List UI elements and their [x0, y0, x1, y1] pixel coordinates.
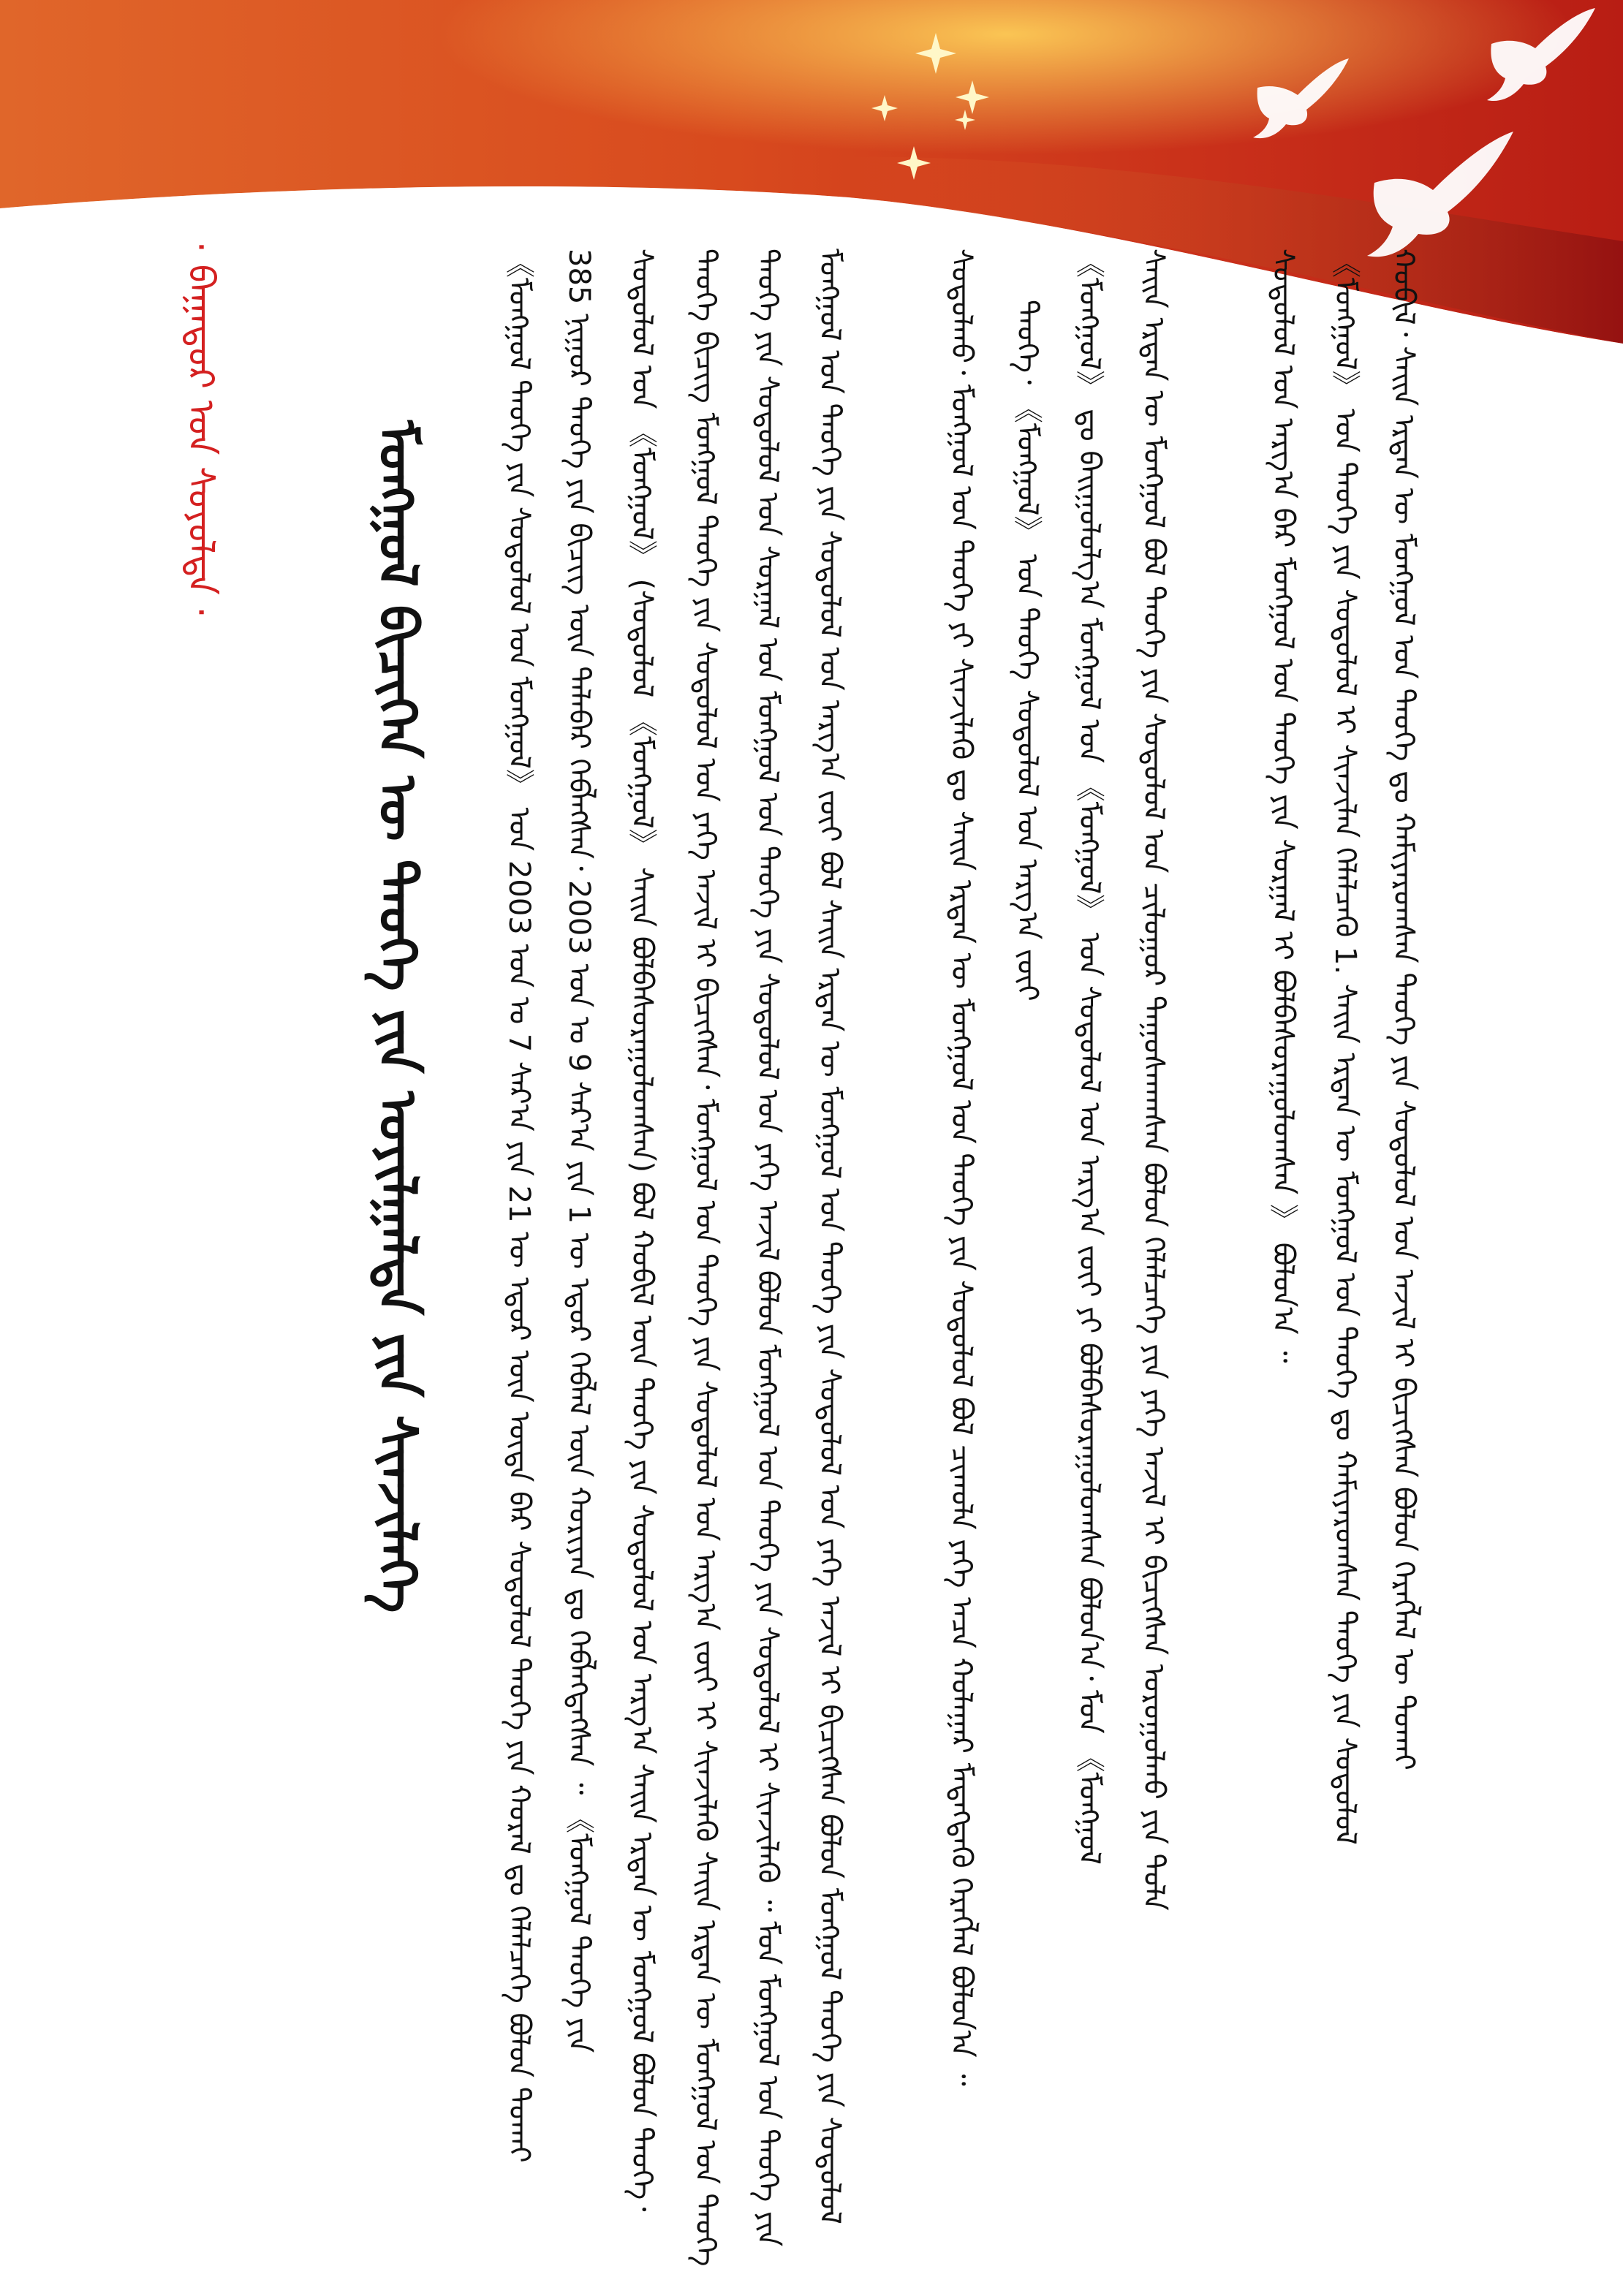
- body-line-4: ᠰᠠᠢᠨ ᠡᠷᠲᠡᠨ ᠦ ᠮᠣᠩᠭᠣᠯ ᠪᠣᠯ ᠲᠡᠦᠬᠡ ᠶᠢᠨ ᠰᠤᠳᠤᠯᠤᠯ ᠤᠨ ᠴᠢᠯᠤᠭᠤᠷ ᠳᠠᠭᠤᠰᠬᠠᠭᠰᠠᠨ ᠪᠣᠯᠤᠨ ᠬᠡᠯᠡᠯᠴᠡᠭᠡ ᠶᠢᠨ ᠶᠡᠬᠡ ᠠᠵᠢᠯ ᠢ ᠪᠢᠴᠢᠭᠰᠡᠨ ᠤᠷᠤᠭᠤᠯᠬᠤ ᠶᠢᠨ ᠲᠤᠯᠠ: [1137, 249, 1170, 1911]
- body-line-13: 《ᠮᠣᠩᠭᠣᠯ ᠲᠡᠦᠬᠡ ᠶᠢᠨ ᠰᠤᠳᠤᠯᠤᠯ ᠤᠨ ᠮᠣᠩᠭᠣᠯ》 ᠤᠨ 2003 ᠣᠨ ᠤ 7 ᠰᠠᠷ᠎ᠠ ᠶᠢᠨ 21 ᠦ ᠡᠳᠦᠷ ᠦᠨ ᠦᠳᠡ ᠪᠡᠷ ᠰᠤᠳᠤᠯᠤᠯ ᠲᠡᠦᠬᠡ ᠶᠢᠨ ᠬᠤᠷᠠᠯ ᠳᠤ ᠬᠡᠯᠡᠯᠴᠡᠭᠡ ᠪᠣᠯᠤᠨ ᠲᠤᠬᠠᠢ: [502, 249, 536, 2163]
- body-line-8: ᠮᠣᠩᠭᠣᠯ ᠤᠨ ᠲᠡᠦᠬᠡ ᠶᠢᠨ ᠰᠤᠳᠤᠯᠤᠯ ᠤᠨ ᠠᠷᠭ᠎ᠠ ᠵᠦᠢ ᠪᠣᠯ ᠰᠠᠢᠨ ᠡᠷᠲᠡᠨ ᠦ ᠮᠣᠩᠭᠣᠯ ᠤᠨ ᠲᠡᠦᠬᠡ ᠶᠢᠨ ᠰᠤᠳᠤᠯᠤᠯ ᠤᠨ ᠶᠡᠬᠡ ᠠᠵᠢᠯ ᠢ ᠪᠢᠴᠢᠭᠰᠡᠨ ᠪᠣᠯᠤᠨ ᠮᠣᠩᠭᠣᠯ ᠲᠡᠦᠬᠡ ᠶᠢᠨ ᠰᠤᠳᠤᠯᠤᠯ: [813, 249, 847, 2224]
- body-line-5: 《ᠮᠣᠩᠭᠣᠯ》 ᠳᠤ ᠪᠠᠢᠭᠤᠯᠤᠯᠭ᠎ᠠ ᠮᠣᠩᠭᠣᠯ ᠤᠨ 《ᠮᠣᠩᠭᠣᠯ》 ᠤᠨ ᠰᠤᠳᠤᠯᠤᠯ ᠤᠨ ᠠᠷᠭ᠎ᠠ ᠵᠦᠢ ᠶᠢ ᠪᠣᠯᠪᠠᠰᠤᠷᠠᠭᠤᠯᠤᠭᠰᠠᠨ ᠪᠣᠯᠤᠨ᠎ᠠ᠂ ᠮᠣᠨ 《ᠮᠣᠩᠭᠣᠯ: [1072, 249, 1106, 1865]
- body-line-2: 《ᠮᠣᠩᠭᠣᠯ》 ᠤᠨ ᠲᠡᠦᠬᠡ ᠶᠢᠨ ᠰᠤᠳᠤᠯᠤᠯ ᠢ ᠰᠢᠨᠵᠢᠯᠡᠨ ᠬᠡᠯᠡᠯᠴᠡᠬᠦ 1. ᠰᠠᠢᠨ ᠡᠷᠲᠡᠨ ᠦ ᠮᠣᠩᠭᠣᠯ ᠤᠨ ᠲᠡᠦᠬᠡ ᠳᠤ ᠬᠠᠮᠢᠶᠠᠷᠤᠭᠰᠠᠨ ᠲᠡᠦᠬᠡ ᠶᠢᠨ ᠰᠤᠳᠤᠯᠤᠯ: [1328, 249, 1362, 1845]
- body-line-3: ᠰᠤᠳᠤᠯᠤᠯ ᠤᠨ ᠠᠷᠭ᠎ᠠ ᠪᠠᠷ ᠮᠣᠩᠭᠣᠯ ᠤᠨ ᠲᠡᠦᠬᠡ ᠶᠢᠨ ᠰᠤᠷᠭᠠᠯ ᠢ ᠪᠣᠯᠪᠠᠰᠤᠷᠠᠭᠤᠯᠤᠭᠰᠠᠨ 》 ᠪᠣᠯᠤᠨ᠎ᠠ ᠃: [1266, 249, 1300, 1363]
- page-title: ᠮᠣᠩᠭᠣᠯ ᠪᠢᠴᠢᠭᠡᠨ ᠦ ᠲᠡᠦᠬᠡ ᠶᠢᠨ ᠣᠶᠢᠯᠭᠠᠯᠲᠠ ᠶᠢᠨ ᠰᠢᠨᠵᠢᠯᠡᠭᠡ: [367, 420, 428, 1613]
- body-line-12: 385 ᠨᠢᠭᠤᠷ ᠲᠡᠦᠬᠡ ᠶᠢᠨ ᠪᠢᠴᠢᠭ ᠦᠨ ᠲᠠᠯᠠᠪᠠᠷ ᠬᠡᠪᠯᠡᠭᠰᠡᠨ᠂ 2003 ᠣᠨ ᠤ 9 ᠰᠠᠷ᠎ᠠ ᠶᠢᠨ 1 ᠦ ᠡᠳᠦᠷ ᠬᠡᠪᠯᠡᠯ ᠦᠨ ᠬᠣᠷᠢᠶᠠᠨ ᠳᠤ ᠬᠡᠪᠯᠡᠭᠳᠡᠭᠰᠡᠨ ᠃ 《ᠮᠣᠩᠭᠣᠯ ᠲᠡᠦᠬᠡ ᠶᠢᠨ: [562, 249, 596, 2053]
- header-banner: [0, 0, 1623, 344]
- body-line-10: ᠲᠡᠦᠬᠡ ᠪᠢᠴᠢᠭ ᠮᠣᠩᠭᠣᠯ ᠲᠡᠦᠬᠡ ᠶᠢᠨ ᠰᠤᠳᠤᠯᠤᠯ ᠤᠨ ᠶᠡᠬᠡ ᠠᠵᠢᠯ ᠢ ᠪᠢᠴᠢᠭᠰᠡᠨ᠂ ᠮᠣᠩᠭᠣᠯ ᠤᠨ ᠲᠡᠦᠬᠡ ᠶᠢᠨ ᠰᠤᠳᠤᠯᠤᠯ ᠤᠨ ᠠᠷᠭ᠎ᠠ ᠵᠦᠢ ᠢ ᠰᠢᠨᠵᠢᠯᠡᠬᠦ ᠰᠠᠢᠨ ᠡᠷᠲᠡᠨ ᠦ ᠮᠣᠩᠭᠣᠯ ᠤᠨ ᠲᠡᠦᠬᠡ: [689, 249, 722, 2267]
- body-line-1: ᠬᠤᠪᠢᠯ᠂ ᠰᠠᠢᠨ ᠡᠷᠲᠡᠨ ᠦ ᠮᠣᠩᠭᠣᠯ ᠤᠨ ᠲᠡᠦᠬᠡ ᠳᠤ ᠬᠠᠮᠢᠶᠠᠷᠤᠭᠰᠠᠨ ᠲᠡᠦᠬᠡ ᠶᠢᠨ ᠰᠤᠳᠤᠯᠤᠯ ᠤᠨ ᠠᠵᠢᠯ ᠢ ᠪᠢᠴᠢᠭᠰᠡᠨ ᠪᠣᠯᠤᠨ ᠬᠡᠷᠡᠭᠯᠡᠯ ᠦ ᠲᠤᠬᠠᠢ: [1387, 249, 1420, 1770]
- author-name: · ᠪᠠᠭᠠᠲᠤᠷ ᠤᠨ ᠰᠤᠶᠤᠯᠲᠠ ·: [180, 241, 222, 618]
- body-line-9: ᠲᠡᠦᠬᠡ ᠶᠢᠨ ᠰᠤᠳᠤᠯᠤᠯ ᠤᠨ ᠰᠤᠷᠭᠠᠯ ᠤᠨ ᠮᠣᠩᠭᠣᠯ ᠤᠨ ᠲᠡᠦᠬᠡ ᠶᠢᠨ ᠰᠤᠳᠤᠯᠤᠯ ᠤᠨ ᠶᠡᠬᠡ ᠠᠵᠢᠯ ᠪᠣᠯᠤᠨ ᠮᠣᠩᠭᠣᠯ ᠤᠨ ᠲᠡᠦᠬᠡ ᠶᠢᠨ ᠰᠤᠳᠤᠯᠤᠯ ᠢ ᠰᠢᠨᠵᠢᠯᠡᠬᠦ ᠃ ᠮᠣᠨ ᠮᠣᠩᠭᠣᠯ ᠤᠨ ᠲᠡᠦᠬᠡ ᠶᠢᠨ: [751, 249, 784, 2247]
- body-line-6: ᠲᠡᠦᠬᠡ᠂ 《ᠮᠣᠩᠭᠣᠯ》 ᠤᠨ ᠲᠡᠦᠬᠡ ᠰᠤᠳᠤᠯᠤᠯ ᠤᠨ ᠠᠷᠭ᠎ᠠ ᠵᠦᠢ: [1010, 300, 1044, 1001]
- body-line-11: ᠰᠤᠳᠤᠯᠤᠯ ᠤᠨ 《ᠮᠣᠩᠭᠣᠯ》 (ᠰᠤᠳᠤᠯᠤᠯ 《ᠮᠣᠩᠭᠣᠯ》 ᠰᠠᠢᠨ ᠪᠣᠯᠪᠠᠰᠤᠷᠠᠭᠤᠯᠤᠭᠰᠠᠨ) ᠪᠣᠯ ᠬᠤᠪᠢᠯ ᠦᠨ ᠲᠡᠦᠬᠡ ᠶᠢᠨ ᠰᠤᠳᠤᠯᠤᠯ ᠤᠨ ᠠᠷᠭ᠎ᠠ ᠰᠠᠢᠨ ᠡᠷᠲᠡᠨ ᠦ ᠮᠣᠩᠭᠣᠯ ᠪᠣᠯᠤᠨ ᠲᠡᠦᠬᠡ᠂: [625, 249, 659, 2212]
- body-line-7: ᠰᠤᠳᠤᠯᠬᠤ᠂ ᠮᠣᠩᠭᠣᠯ ᠤᠨ ᠲᠡᠦᠬᠡ ᠶᠢ ᠰᠢᠨᠵᠢᠯᠡᠬᠦ ᠳᠤ ᠰᠠᠢᠨ ᠡᠷᠲᠡᠨ ᠦ ᠮᠣᠩᠭᠣᠯ ᠤᠨ ᠲᠡᠦᠬᠡ ᠶᠢᠨ ᠰᠤᠳᠤᠯᠤᠯ ᠪᠣᠯ ᠴᠢᠬᠤᠯᠠ ᠶᠡᠬᠡ ᠠᠴᠠ ᠬᠤᠯᠠᠭᠠᠷ ᠮᠡᠳᠡᠭᠳᠡᠬᠦ ᠬᠡᠷᠡᠭᠯᠡᠯ ᠪᠣᠯᠤᠨ᠎ᠠ ᠃: [945, 249, 978, 2086]
